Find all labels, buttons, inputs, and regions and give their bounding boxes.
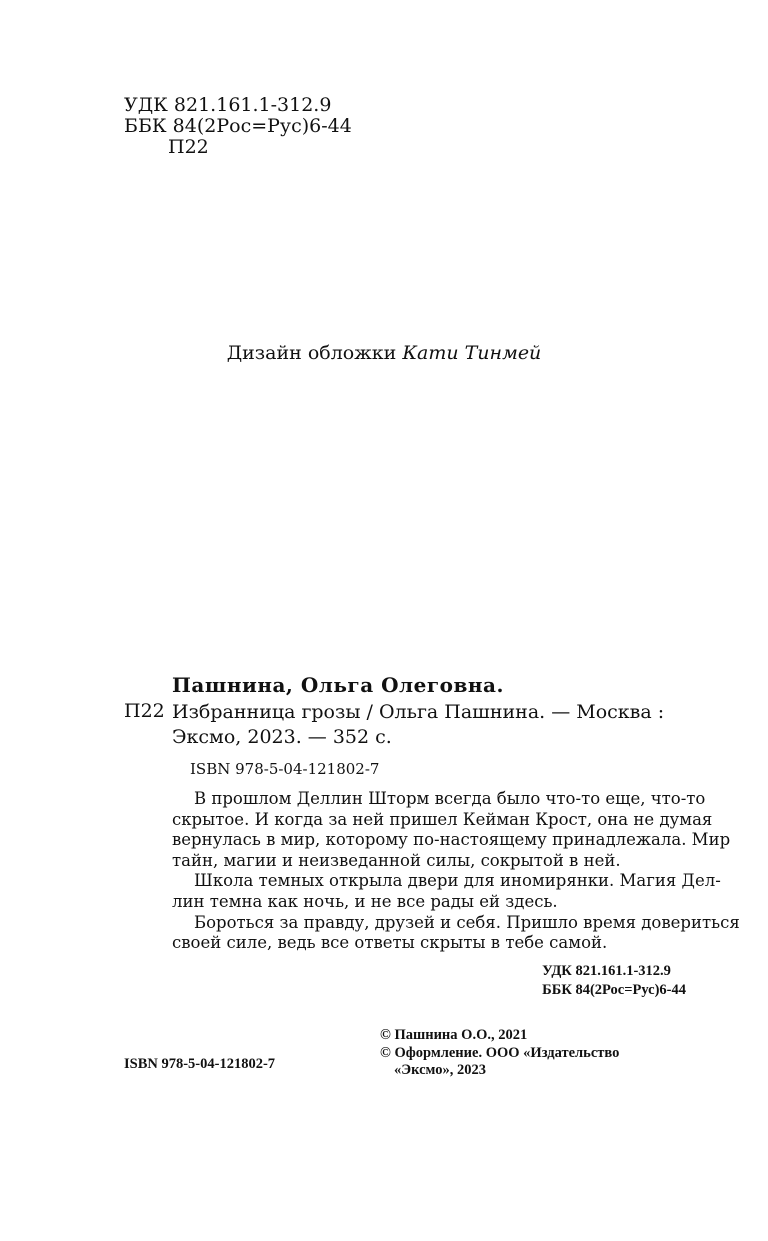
author-heading: Пашнина, Ольга Олеговна. xyxy=(172,673,504,697)
catalog-bbk: ББК 84(2Рос=Рус)6-44 xyxy=(542,981,686,998)
annotation-paragraph-3 xyxy=(172,912,740,954)
copyright-author: © Пашнина О.О., 2021 xyxy=(380,1027,528,1043)
annotation-line: тайн, магии и неизведанной силы, сокрытой в ней. xyxy=(172,850,621,870)
title-line-1: Избранница грозы / Ольга Пашнина. — Москва : xyxy=(172,701,665,723)
catalog-isbn: ISBN 978-5-04-121802-7 xyxy=(190,760,380,778)
annotation-line: Школа темных открыла двери для иномирянки. Магия Дел- xyxy=(194,871,721,891)
annotation-line: скрытое. И когда за ней пришел Кейман Крост, она не думая xyxy=(172,809,713,829)
author-mark: П22 xyxy=(168,136,209,158)
copyright-design-cont: «Эксмо», 2023 xyxy=(394,1062,486,1078)
bibliographic-description xyxy=(172,700,692,750)
cover-designer-name: Кати Тинмей xyxy=(402,342,542,364)
catalog-classmark: П22 xyxy=(124,700,165,722)
annotation-paragraph-1 xyxy=(172,789,731,871)
cover-design-label: Дизайн обложки xyxy=(226,342,397,364)
udk-code: УДК 821.161.1-312.9 xyxy=(124,94,332,116)
annotation xyxy=(172,789,740,954)
title-line-2: Эксмо, 2023. — 352 с. xyxy=(172,726,392,748)
copyright-design: © Оформление. ООО «Издательство xyxy=(380,1044,620,1061)
annotation-line: вернулась в мир, которому по-настоящему принадлежала. Мир xyxy=(172,830,731,850)
catalog-udk: УДК 821.161.1-312.9 xyxy=(542,963,671,979)
annotation-line: лин темна как ночь, и не все рады ей здесь. xyxy=(172,891,558,911)
annotation-line: Бороться за правду, друзей и себя. Пришло время довериться xyxy=(194,912,740,932)
copyright-block xyxy=(380,1027,619,1080)
annotation-line: В прошлом Деллин Шторм всегда было что-то еще, что-то xyxy=(194,789,706,808)
annotation-line: своей силе, ведь все ответы скрыты в тебе самой. xyxy=(172,933,608,953)
bbk-code: ББК 84(2Рос=Рус)6-44 xyxy=(124,115,352,137)
annotation-paragraph-2 xyxy=(172,871,721,912)
footer-isbn: ISBN 978-5-04-121802-7 xyxy=(124,1056,276,1072)
classification-codes xyxy=(124,95,352,158)
catalog-codes xyxy=(542,962,686,999)
cover-design-credit xyxy=(0,342,768,364)
